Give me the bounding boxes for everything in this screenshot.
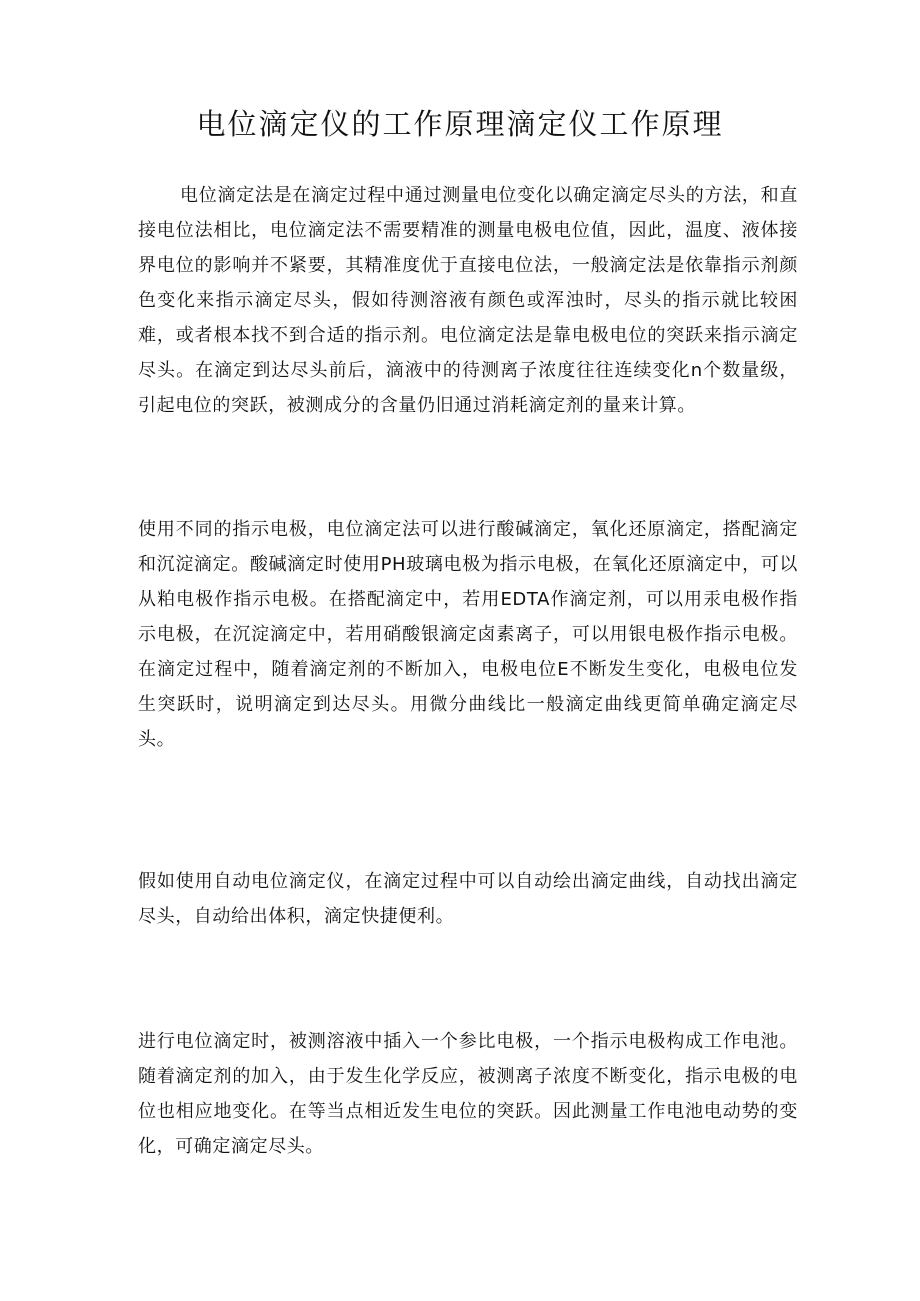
paragraph-intro: 电位滴定法是在滴定过程中通过测量电位变化以确定滴定尽头的方法，和直接电位法相比，电位滴定法不需要精准的测量电极电位值，因此，温度、液体接界电位的影响并不紧要，其精准度优于直接电位法，一般滴定法是依靠指示剂颜色变化来指示滴定尽头，假如待测溶液有颜色或浑浊时，尽头的指示就比较困难，或者根本找不到合适的指示剂。电位滴定法是靠电极电位的突跃来指示滴定尽头。在滴定到达尽头前后，滴液中的待测离子浓度往往连续变化n个数量级，引起电位的突跃，被测成分的含量仍旧通过消耗滴定剂的量来计算。 [138,185,798,416]
paragraph-electrodes: 使用不同的指示电极，电位滴定法可以进行酸碱滴定，氧化还原滴定，搭配滴定和沉淀滴定。酸碱滴定时使用PH玻璃电极为指示电极，在氧化还原滴定中，可以从粕电极作指示电极。在搭配滴定中，若用EDTA作滴定剂，可以用汞电极作指示电极，在沉淀滴定中，若用硝酸银滴定卤素离子，可以用银电极作指示电极。在滴定过程中，随着滴定剂的不断加入，电极电位E不断发生变化，电极电位发生突跃时，说明滴定到达尽头。用微分曲线比一般滴定曲线更简单确定滴定尽头。 [138,519,798,750]
paragraph-automatic-titrator: 假如使用自动电位滴定仪，在滴定过程中可以自动绘出滴定曲线，自动找出滴定尽头，自动给出体积，滴定快捷便利。 [138,871,798,927]
document-title: 电位滴定仪的工作原理滴定仪工作原理 [196,107,724,141]
paragraph-working-cell: 进行电位滴定时，被测溶液中插入一个参比电极，一个指示电极构成工作电池。随着滴定剂的加入，由于发生化学反应，被测离子浓度不断变化，指示电极的电位也相应地变化。在等当点相近发生电位的突跃。因此测量工作电池电动势的变化，可确定滴定尽头。 [138,1031,798,1157]
